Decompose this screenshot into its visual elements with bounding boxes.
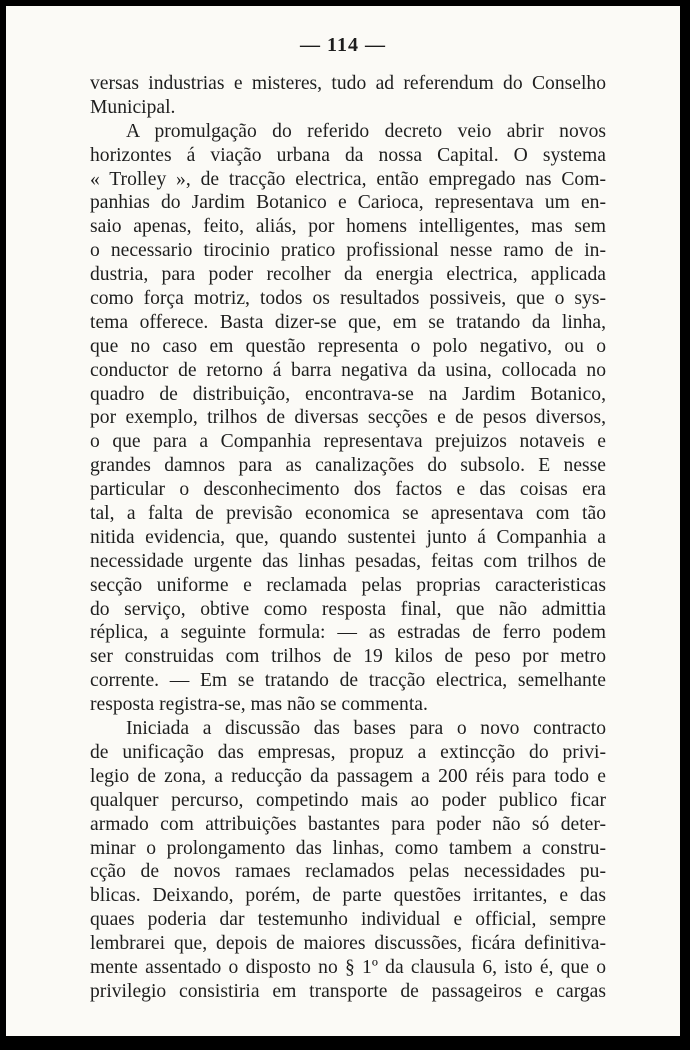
text-line: saio apenas, feito, aliás, por homens intelligentes, mas sem <box>90 216 606 238</box>
text-line: qualquer percurso, competindo mais ao poder publico ficar <box>90 789 606 811</box>
text-line: o que para a Companhia representava prejuizos notaveis e <box>90 431 606 453</box>
text-line: corrente. — Em se tratando de tracção electrica, semelhante <box>90 670 606 692</box>
body-text <box>90 72 606 1004</box>
text-line: legio de zona, a reducção da passagem a 200 réis para todo e <box>90 765 606 787</box>
text-line: privilegio consistiria em transporte de passageiros e cargas <box>90 980 606 1002</box>
paragraph-first-line: Iniciada a discussão das bases para o novo contracto <box>126 718 606 740</box>
text-line: blicas. Deixando, porém, de parte questões irritantes, e das <box>90 885 606 907</box>
text-line: necessidade urgente das linhas pesadas, feitas com trilhos de <box>90 550 606 572</box>
text-line: panhias do Jardim Botanico e Carioca, representava um en- <box>90 192 606 214</box>
text-line: que no caso em questão representa o polo negativo, ou o <box>90 335 606 357</box>
book-page <box>6 6 684 1036</box>
text-line: grandes damnos para as canalizações do subsolo. E nesse <box>90 455 606 477</box>
text-line: do serviço, obtive como resposta final, que não admittia <box>90 598 606 620</box>
text-line: horizontes á viação urbana da nossa Capital. O systema <box>90 144 606 166</box>
text-line: quadro de distribuição, encontrava-se na Jardim Botanico, <box>90 383 606 405</box>
text-line: minar o prolongamento das linhas, como tambem a constru- <box>90 837 606 859</box>
text-line: réplica, a seguinte formula: — as estradas de ferro podem <box>90 622 606 644</box>
text-line: conductor de retorno á barra negativa da usina, collocada no <box>90 359 606 381</box>
text-line: nitida evidencia, que, quando sustentei junto á Companhia a <box>90 526 606 548</box>
text-line: tema offerece. Basta dizer-se que, em se tratando da linha, <box>90 311 606 333</box>
text-line: versas industrias e misteres, tudo ad referendum do Conselho <box>90 73 606 94</box>
text-line: por exemplo, trilhos de diversas secções e de pesos diversos, <box>90 407 606 429</box>
text-line: de unificação das empresas, propuz a extincção do privi- <box>90 741 606 763</box>
text-line: secção uniforme e reclamada pelas proprias caracteristicas <box>90 574 606 596</box>
text-line: resposta registra-se, mas não se commenta. <box>90 694 428 716</box>
text-line: particular o desconhecimento dos factos e das coisas era <box>90 479 606 501</box>
text-line: « Trolley », de tracção electrica, então empregado nas Com- <box>90 168 606 190</box>
text-line: quaes poderia dar testemunho individual e official, sempre <box>90 909 606 931</box>
text-line: mente assentado o disposto no § 1º da clausula 6, isto é, que o <box>90 956 606 978</box>
text-line: armado com attribuições bastantes para poder não só deter- <box>90 813 606 835</box>
text-line: cção de novos ramaes reclamados pelas necessidades pu- <box>90 861 606 883</box>
text-line: o necessario tirocinio pratico profissional nesse ramo de in- <box>90 240 606 262</box>
text-line: Municipal. <box>90 96 176 118</box>
page-number: — 114 — <box>300 34 386 56</box>
text-line: dustria, para poder recolher da energia electrica, applicada <box>90 264 606 286</box>
text-line: ser construidas com trilhos de 19 kilos de peso por metro <box>90 646 606 668</box>
text-line: tal, a falta de previsão economica se apresentava com tão <box>90 503 606 525</box>
paragraph-first-line: A promulgação do referido decreto veio abrir novos <box>126 120 606 142</box>
text-line: como força motriz, todos os resultados possiveis, que o sys- <box>90 288 606 310</box>
text-line: lembrarei que, depois de maiores discussões, ficára definitiva- <box>90 933 606 955</box>
